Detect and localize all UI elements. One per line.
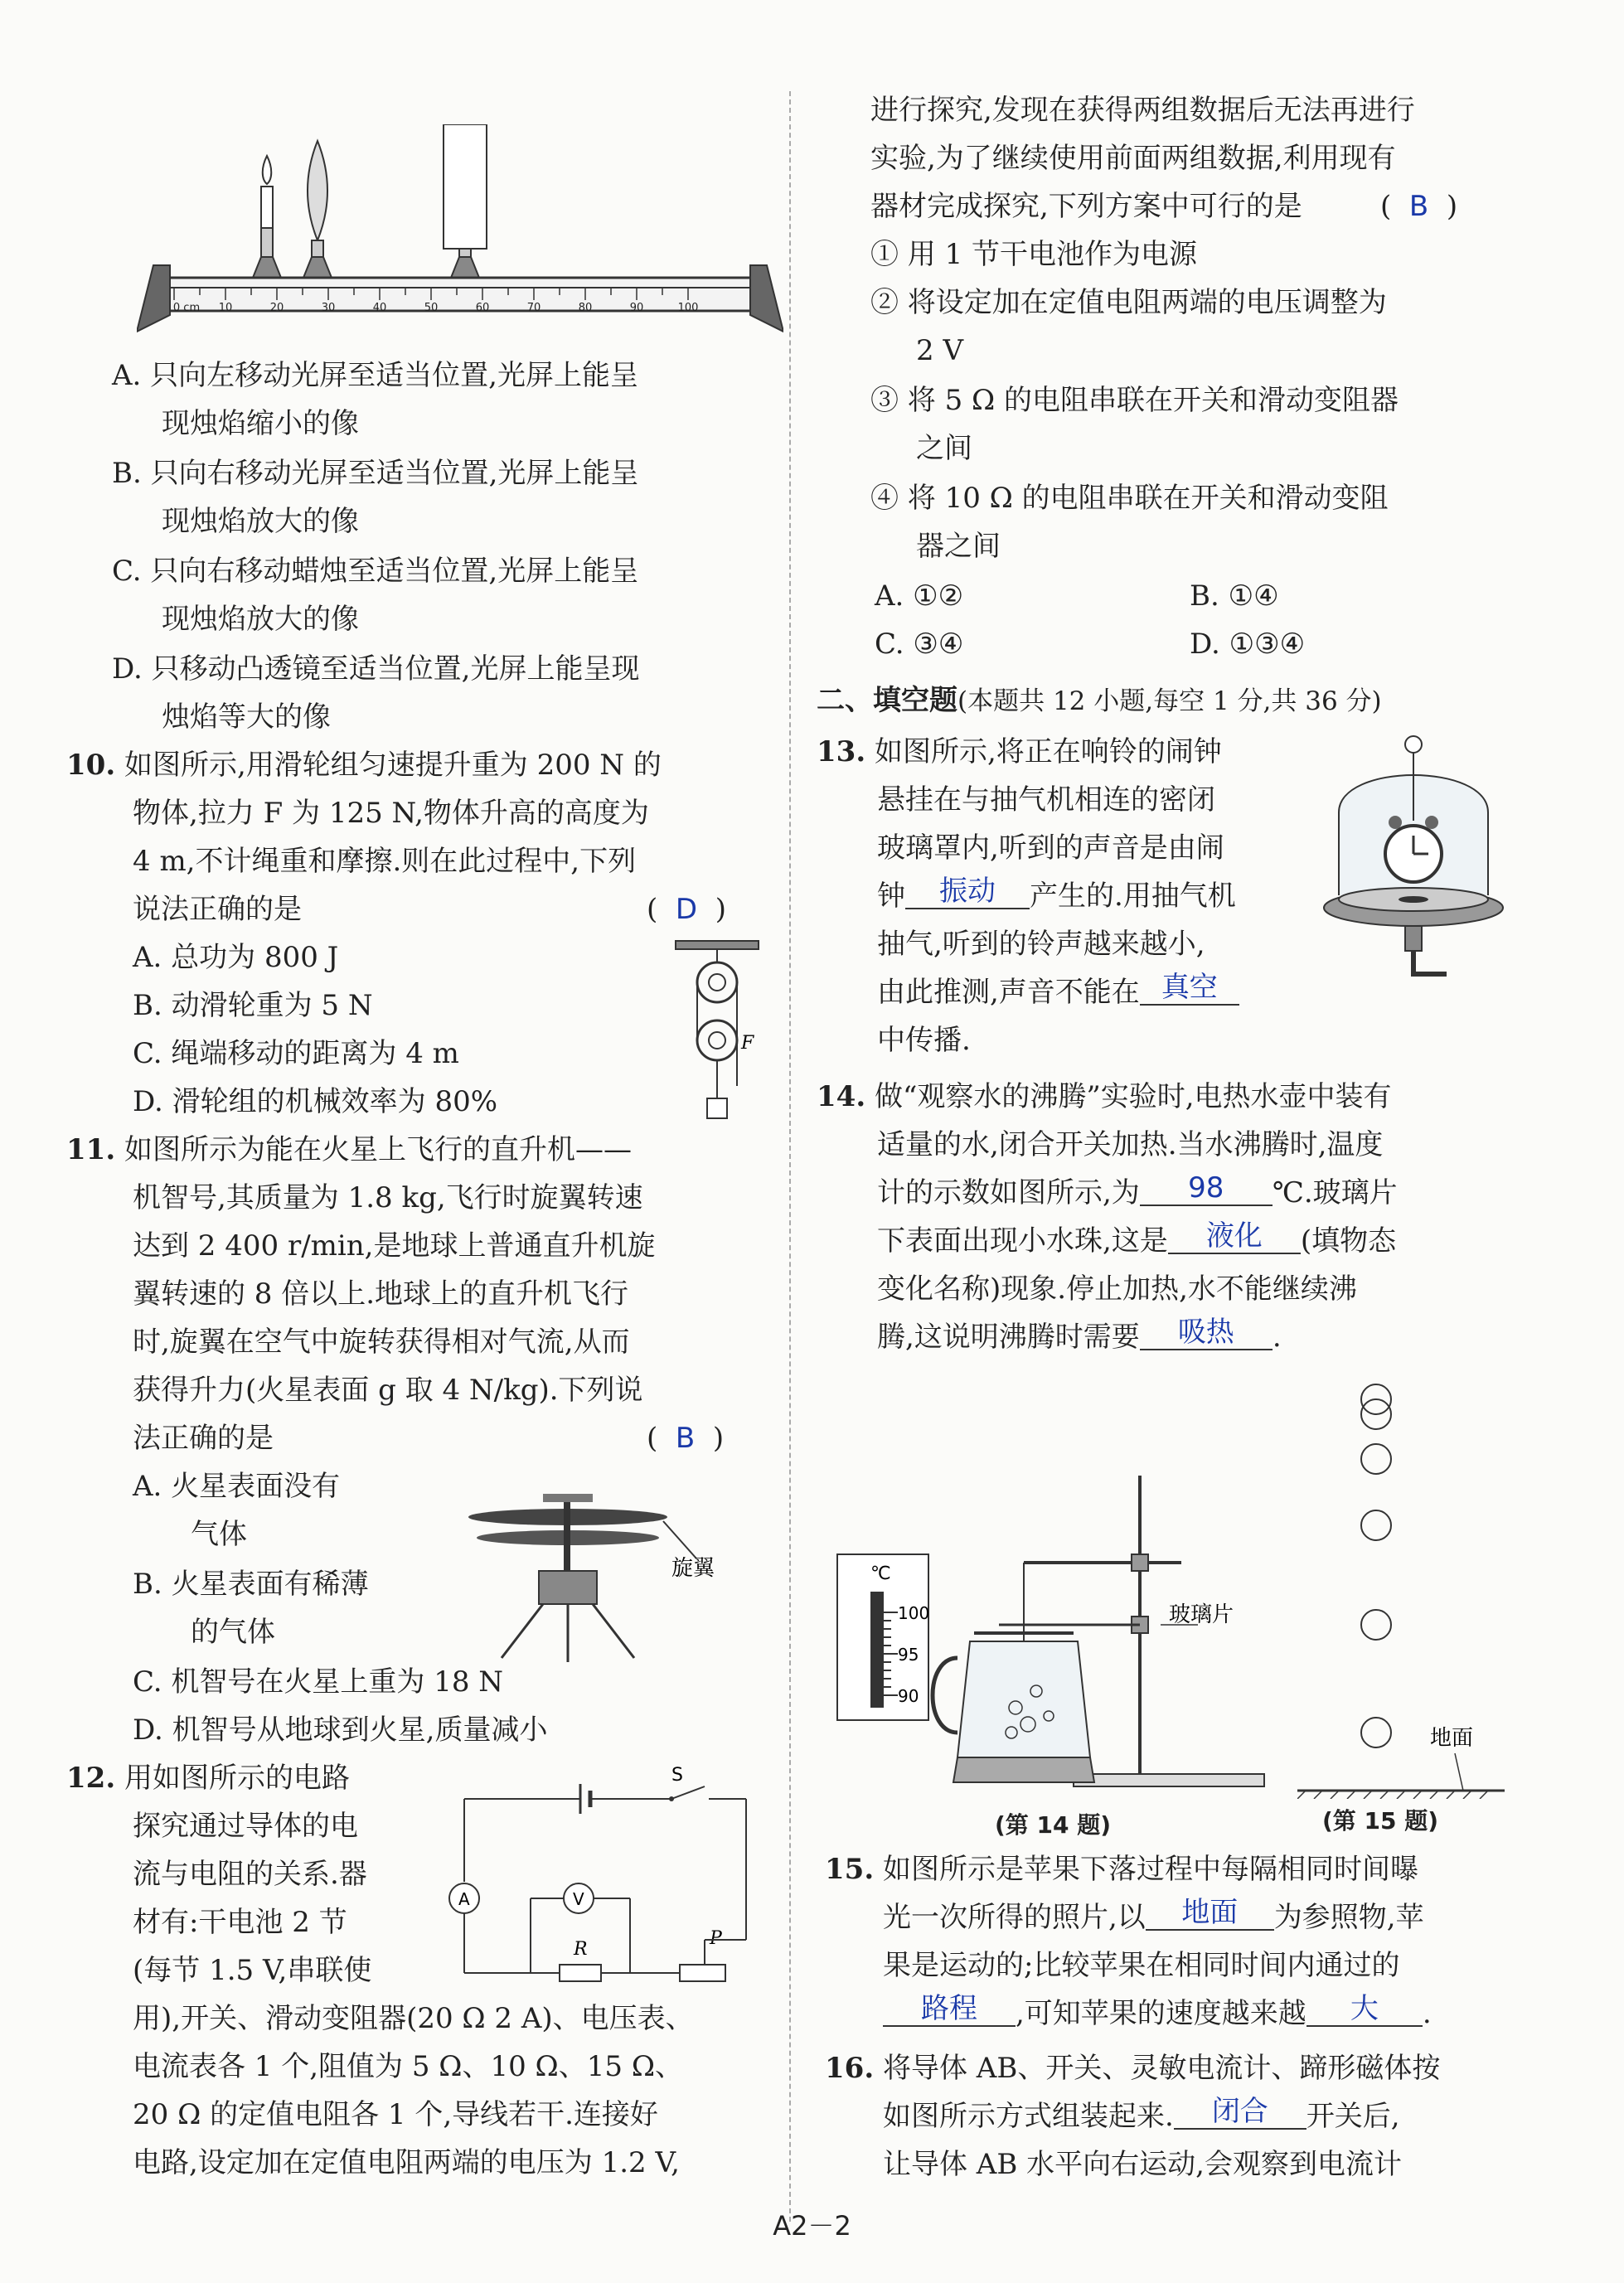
q13-line3: 玻璃罩内,听到的声音是由闹 [877,831,1224,865]
ruler-label-20: 20 [269,302,284,314]
bell-jar-figure [1322,729,1513,1020]
q10-option-d: D. 滑轮组的机械效率为 80% [133,1085,498,1118]
q15-blank-3[interactable]: 大 [1306,1992,1423,2027]
q12-line6: 用),开关、滑动变阻器(20 Ω 2 A)、电压表、 [133,2002,694,2035]
column-divider [789,91,791,2222]
ruler-label-50: 50 [424,302,439,314]
q11-answer-bracket: ( B ) [647,1422,725,1455]
q12-option-4: ④ 将 10 Ω 的电阻串联在开关和滑动变阻 [870,482,1389,515]
ground-label: 地面 [1430,1726,1474,1751]
q14-line4-end: (填物态 [1300,1224,1397,1258]
q10-option-a: A. 总功为 800 J [133,941,339,974]
falling-apple-figure [1297,1376,1505,1799]
q9-option-c: C. 只向右移动蜡烛至适当位置,光屏上能呈 [112,555,639,588]
q10-option-b: B. 动滑轮重为 5 N [133,989,373,1022]
ruler-label-70: 70 [526,302,541,314]
thermometer-tick-100: 100 [898,1603,930,1623]
q13-line4-start: 钟 [877,880,905,913]
q14-line6-end: . [1272,1321,1282,1354]
q14-line5: 变化名称)现象.停止加热,水不能继续沸 [877,1272,1357,1306]
page-number: A2－2 [773,2210,851,2242]
q14-line3 [877,1171,1398,1212]
section2-title: 二、填空题 [817,684,957,717]
q10-option-c: C. 绳端移动的距离为 4 m [133,1037,459,1070]
q11-option-c: C. 机智号在火星上重为 18 N [133,1665,504,1699]
q11-line4: 翼转速的 8 倍以上.地球上的直升机飞行 [133,1277,629,1311]
section2-note: (本题共 12 小题,每空 1 分,共 36 分) [957,686,1382,716]
q11-line2: 机智号,其质量为 1.8 kg,飞行时旋翼转速 [133,1181,643,1214]
q14-line6 [877,1318,1282,1356]
q15-line2-end: 为参照物,苹 [1273,1901,1424,1934]
q14-stem [817,1078,1392,1116]
q10-line2: 物体,拉力 F 为 125 N,物体升高的高度为 [133,797,649,830]
q11-line7: 法正确的是 [133,1422,274,1455]
q10-line4: 说法正确的是 [133,893,302,926]
q12-line9: 电路,设定加在定值电阻两端的电压为 1.2 V, [133,2146,680,2179]
q15-line2 [883,1898,1424,1936]
q14-line3-start: 计的示数如图所示,为 [877,1176,1140,1209]
q11-option-b-cont: 的气体 [191,1616,275,1649]
q11-line3: 达到 2 400 r/min,是地球上普通直升机旋 [133,1229,656,1263]
q13-line4 [877,877,1236,915]
q16-line3: 让导体 AB 水平向右运动,会观察到电流计 [883,2148,1402,2181]
q11-option-a-cont: 气体 [191,1518,247,1551]
thermometer-tick-95: 95 [898,1645,919,1665]
q10-answer: D [675,893,698,926]
helicopter-figure [464,1492,746,1666]
ruler-label-90: 90 [629,302,644,314]
optical-bench-figure [137,124,783,340]
q12-number: 12. [66,1762,116,1795]
q12-right-line1: 进行探究,发现在获得两组数据后无法再进行 [870,94,1415,127]
q13-line6 [877,973,1239,1011]
q12-option-1: ① 用 1 节干电池作为电源 [870,238,1198,271]
q10-answer-bracket: ( D ) [647,893,726,926]
q9-option-a: A. 只向左移动光屏至适当位置,光屏上能呈 [112,359,638,392]
q12-line3: 流与电阻的关系.器 [133,1858,367,1891]
q14-line4-start: 下表面出现小水珠,这是 [877,1224,1168,1258]
q12-choice-c: C. ③④ [875,628,964,661]
thermometer-unit: ℃ [870,1563,891,1584]
q11-answer: B [675,1422,696,1455]
q12-option-2-cont: 2 V [916,334,963,367]
q12-line8: 20 Ω 的定值电阻各 1 个,导线若干.连接好 [133,2098,658,2131]
q10-stem [66,746,662,784]
q16-stem [825,2049,1440,2087]
ruler-label-30: 30 [321,302,336,314]
q13-number: 13. [817,735,866,768]
q11-stem [66,1131,632,1169]
q14-line6-start: 腾,这说明沸腾时需要 [877,1321,1140,1354]
rheostat-label: P [710,1928,722,1949]
q13-line5: 抽气,听到的铃声越来越小, [877,928,1205,961]
q16-line2 [883,2097,1400,2135]
q12-option-3-cont: 之间 [916,432,972,465]
q14-blank-3[interactable]: 吸热 [1140,1316,1273,1350]
q13-line1: 如图所示,将正在响铃的闹钟 [874,735,1222,768]
q12-answer-bracket: ( B ) [1380,190,1458,223]
q16-blank-1[interactable]: 闭合 [1174,2095,1306,2130]
ruler-label-0: 0 cm [172,302,201,314]
q15-line4-mid: ,可知苹果的速度越来越 [1016,1997,1306,2030]
q15-blank-2[interactable]: 路程 [883,1992,1016,2027]
q14-figure-caption: (第 14 题) [995,1811,1112,1839]
q11-line1: 如图所示为能在火星上飞行的直升机—— [124,1133,632,1166]
ruler-label-80: 80 [578,302,593,314]
q11-number: 11. [66,1133,116,1166]
q16-line2-start: 如图所示方式组装起来. [883,2100,1174,2133]
q9-option-c-cont: 现烛焰放大的像 [162,603,359,636]
q13-blank-2[interactable]: 真空 [1140,971,1239,1006]
q10-number: 10. [66,749,116,782]
q14-line4 [877,1219,1397,1260]
q12-line1: 用如图所示的电路 [124,1762,350,1795]
q15-line4-end: . [1422,1997,1432,2030]
ruler-label-40: 40 [372,302,387,314]
q12-right-line2: 实验,为了继续使用前面两组数据,利用现有 [870,142,1396,175]
q15-blank-1[interactable]: 地面 [1146,1896,1274,1931]
q15-figure-caption: (第 15 题) [1322,1807,1439,1835]
q14-line3-end: ℃.玻璃片 [1272,1176,1398,1209]
q11-option-b: B. 火星表面有稀薄 [133,1568,369,1601]
q13-stem [817,733,1222,771]
q12-line7: 电流表各 1 个,阻值为 5 Ω、10 Ω、15 Ω、 [133,2050,684,2083]
ammeter-label: A [458,1889,470,1909]
q16-number: 16. [825,2052,875,2085]
q14-line2: 适量的水,闭合开关加热.当水沸腾时,温度 [877,1128,1384,1161]
q12-right-line3: 器材完成探究,下列方案中可行的是 [870,190,1302,223]
q15-line4 [883,1992,1432,2033]
q15-line1: 如图所示是苹果下落过程中每隔相同时间曝 [882,1853,1418,1886]
ruler-label-10: 10 [218,302,233,314]
q9-option-a-cont: 现烛焰缩小的像 [162,407,359,440]
boiling-setup-figure [833,1467,1297,1799]
q11-option-d: D. 机智号从地球到火星,质量减小 [133,1713,548,1747]
q12-line5: (每节 1.5 V,串联使 [133,1954,372,1987]
voltmeter-label: V [573,1889,584,1909]
q10-line3: 4 m,不计绳重和摩擦.则在此过程中,下列 [133,845,637,878]
ruler-label-60: 60 [475,302,490,314]
q14-blank-2[interactable]: 液化 [1168,1219,1301,1254]
q16-line1: 将导体 AB、开关、灵敏电流计、蹄形磁体按 [882,2052,1441,2085]
q15-line3: 果是运动的;比较苹果在相同时间内通过的 [883,1949,1400,1982]
q12-option-3: ③ 将 5 Ω 的电阻串联在开关和滑动变阻器 [870,384,1399,417]
q12-choice-d: D. ①③④ [1190,628,1306,661]
q15-number: 15. [825,1853,875,1886]
q14-blank-1[interactable]: 98 [1140,1171,1273,1206]
q13-line2: 悬挂在与抽气机相连的密闭 [877,783,1215,817]
q12-line4: 材有:干电池 2 节 [133,1906,347,1939]
q11-option-a: A. 火星表面没有 [133,1470,341,1503]
q12-option-2: ② 将设定加在定值电阻两端的电压调整为 [870,286,1387,319]
pulley-figure [671,937,763,1127]
q9-option-d: D. 只移动凸透镜至适当位置,光屏上能呈现 [112,652,640,686]
q13-line4-end: 产生的.用抽气机 [1030,880,1236,913]
q12-choice-b: B. ①④ [1190,579,1279,613]
q12-stem [66,1759,350,1797]
q13-line7: 中传播. [877,1024,971,1057]
ruler-label-100: 100 [677,302,699,314]
section2-heading [817,681,1382,720]
resistor-label: R [574,1939,588,1960]
q10-line1: 如图所示,用滑轮组匀速提升重为 200 N 的 [124,749,662,782]
circuit-figure [431,1766,763,1990]
q14-number: 14. [817,1080,866,1113]
q12-option-4-cont: 器之间 [916,530,1001,563]
q16-line2-end: 开关后, [1306,2100,1400,2133]
q9-option-b-cont: 现烛焰放大的像 [162,505,359,538]
q11-line5: 时,旋翼在空气中旋转获得相对气流,从而 [133,1326,630,1359]
q13-line6-start: 由此推测,声音不能在 [877,976,1140,1009]
rotor-label: 旋翼 [671,1556,715,1581]
q12-choice-a: A. ①② [875,579,964,613]
q9-option-b: B. 只向右移动光屏至适当位置,光屏上能呈 [112,457,639,490]
q12-answer: B [1408,190,1429,223]
q11-line6: 获得升力(火星表面 g 取 4 N/kg).下列说 [133,1374,643,1407]
q9-option-d-cont: 烛焰等大的像 [162,700,331,734]
glass-plate-label: 玻璃片 [1169,1602,1234,1627]
q15-stem [825,1850,1418,1888]
circuit-switch-label: S [671,1766,683,1786]
q15-line2-start: 光一次所得的照片,以 [883,1901,1146,1934]
thermometer-tick-90: 90 [898,1686,919,1706]
q13-blank-1[interactable]: 振动 [905,875,1030,909]
pulley-force-label: F [741,1033,754,1054]
q14-line1: 做“观察水的沸腾”实验时,电热水壶中装有 [874,1080,1392,1113]
q12-line2: 探究通过导体的电 [133,1810,358,1843]
